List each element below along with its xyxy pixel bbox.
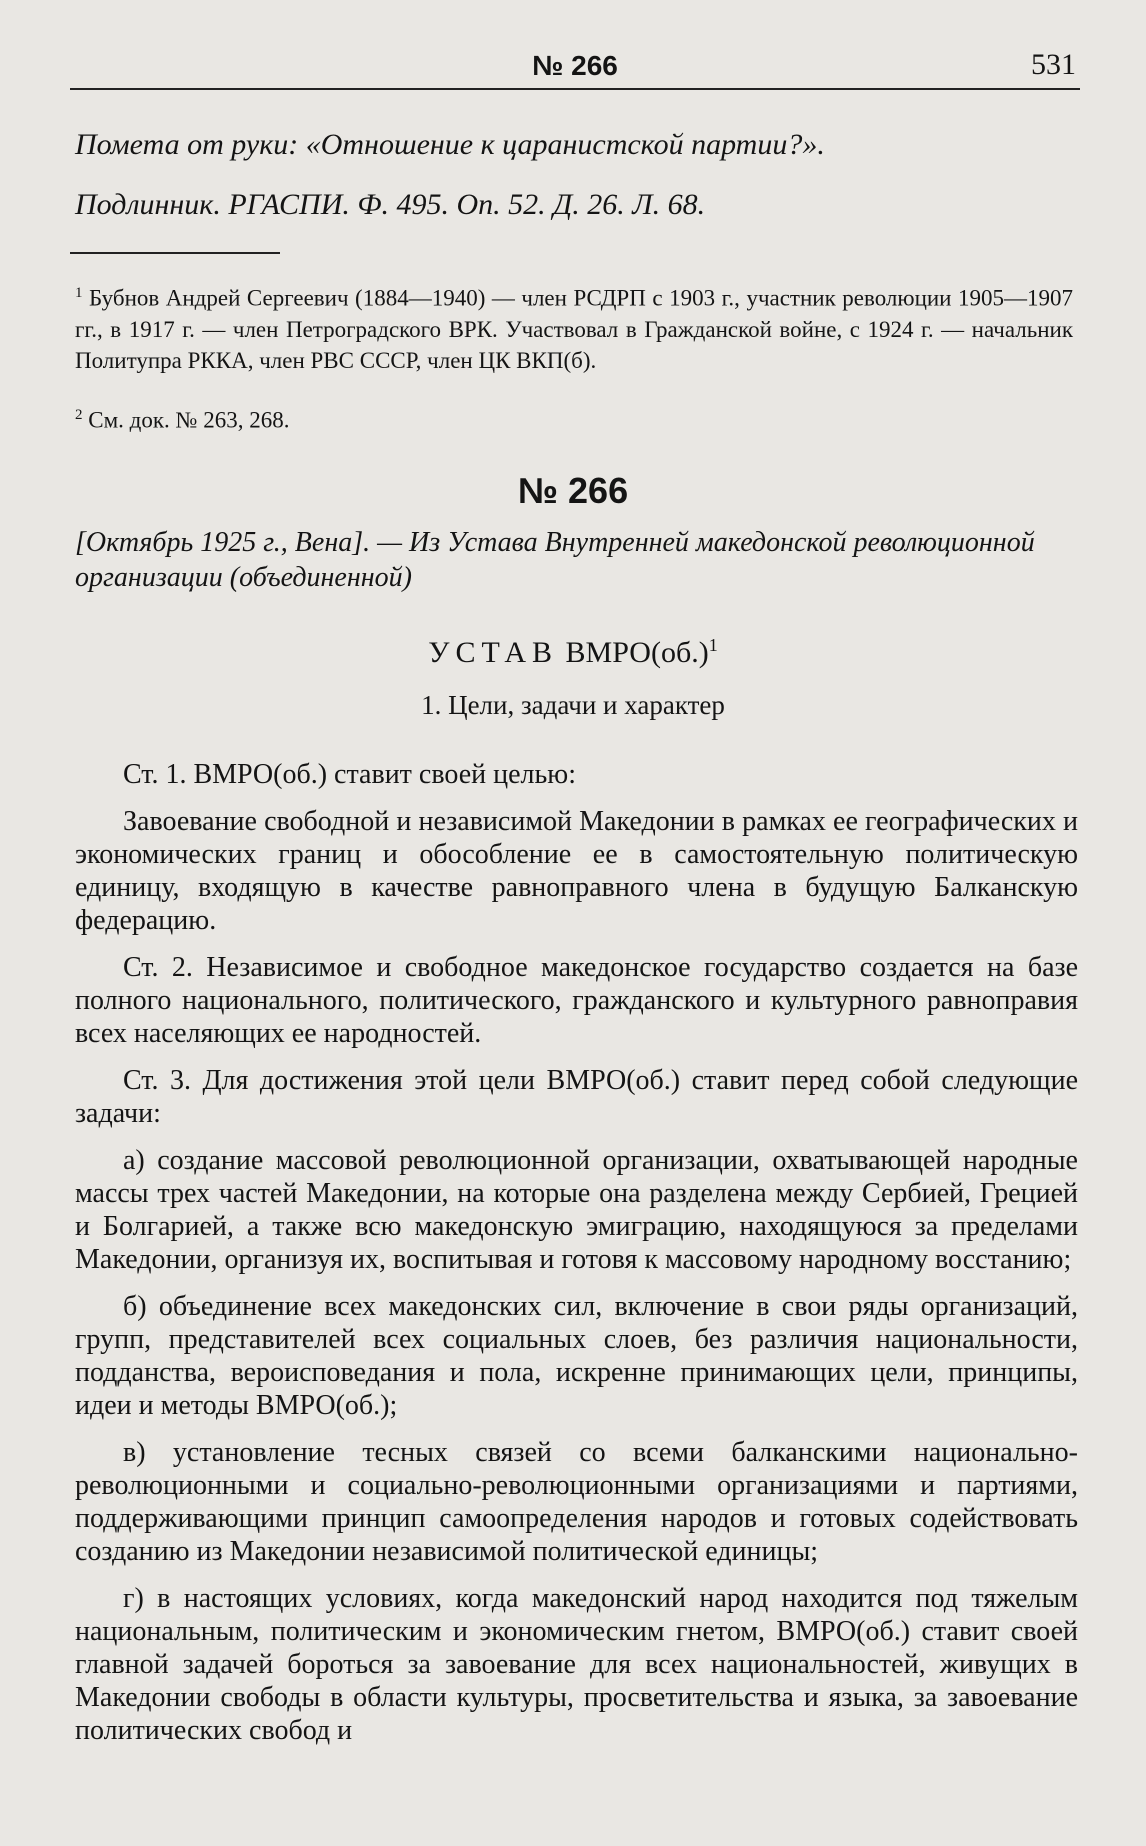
section-title: 1. Цели, задачи и характер <box>421 690 725 720</box>
task-a: а) создание массовой революционной организации, охватывающей народные массы трех частей Македонии, на которые она разделена между Сербией, Грецией и Болгарией, а также всю македонскую эмиграцию, находящуюся за пределами Македонии, организуя их, воспитывая и готовя к массовому народному восстанию; <box>75 1145 1078 1275</box>
article-2: Ст. 2. Независимое и свободное македонское государство создается на базе полного национального, политического, гражданского и культурного равноправия всех населяющих ее народностей. <box>75 952 1078 1049</box>
article-1: Ст. 1. ВМРО(об.) ставит своей целью: <box>123 759 576 790</box>
footnote-text: Бубнов Андрей Сергеевич (1884—1940) — член РСДРП с 1903 г., участник революции 1905—1907 гг., в 1917 г. — член Петроградского ВРК. Участвовал в Гражданской войне, с 1924 г. — начальник Политупра РККА, член РВС СССР, член ЦК ВКП(б). <box>75 285 1074 373</box>
header-doc-number: № 266 <box>532 50 618 81</box>
document-title-text: — Из Устава Внутренней македонской революционной организации (объединенной) <box>75 527 1035 593</box>
footnote-text: См. док. № 263, 268. <box>88 407 290 433</box>
archive-source: Подлинник. РГАСПИ. Ф. 495. Оп. 52. Д. 26. Л. 68. <box>75 188 706 221</box>
task-g: г) в настоящих условиях, когда македонский народ находится под тяжелым национальным, политическим и экономическим гнетом, ВМРО(об.) ставит своей главной задачей бороться за завоевание для всех национальностей, живущих в Македонии свободы в области культуры, просветительства и языка, за завоевание политических свобод и <box>75 1583 1078 1746</box>
page-number: 531 <box>1031 48 1076 81</box>
charter-heading <box>0 635 1146 670</box>
charter-org: ВМРО(об.) <box>558 636 709 669</box>
article-1-text: Завоевание свободной и независимой Македонии в рамках ее географических и экономических границ и обособление ее в самостоятельную политическую единицу, входящую в качестве равноправного члена в будущую Балканскую федерацию. <box>75 806 1078 936</box>
document-date-place: [Октябрь 1925 г., Вена]. <box>75 527 371 558</box>
handwritten-note: Помета от руки: «Отношение к царанистской партии?». <box>75 128 825 161</box>
task-b: б) объединение всех македонских сил, включение в свои ряды организаций, групп, представителей всех социальных слоев, без различия национальности, подданства, вероисповедания и пола, искренне принимающих цели, принципы, идеи и методы ВМРО(об.); <box>75 1291 1078 1421</box>
footnote-1 <box>75 278 1073 376</box>
charter-body <box>75 758 1078 1761</box>
running-header <box>70 42 1080 82</box>
task-v: в) установление тесных связей со всеми балканскими национально-революционными и социально-революционными организациями и партиями, поддерживающими принцип самоопределения народов и готовых содействовать созданию из Македонии независимой политической единицы; <box>75 1437 1078 1567</box>
footnote-rule <box>70 252 280 254</box>
header-rule <box>70 88 1080 90</box>
charter-word: УСТАВ <box>428 636 559 669</box>
article-3: Ст. 3. Для достижения этой цели ВМРО(об.) ставит перед собой следующие задачи: <box>75 1065 1078 1129</box>
footnote-mark: 1 <box>75 285 83 301</box>
footnote-mark: 2 <box>75 407 83 423</box>
document-title <box>75 525 1075 595</box>
document-number: № 266 <box>517 470 629 511</box>
charter-footnote-mark: 1 <box>708 635 718 655</box>
footnote-2 <box>75 400 289 436</box>
